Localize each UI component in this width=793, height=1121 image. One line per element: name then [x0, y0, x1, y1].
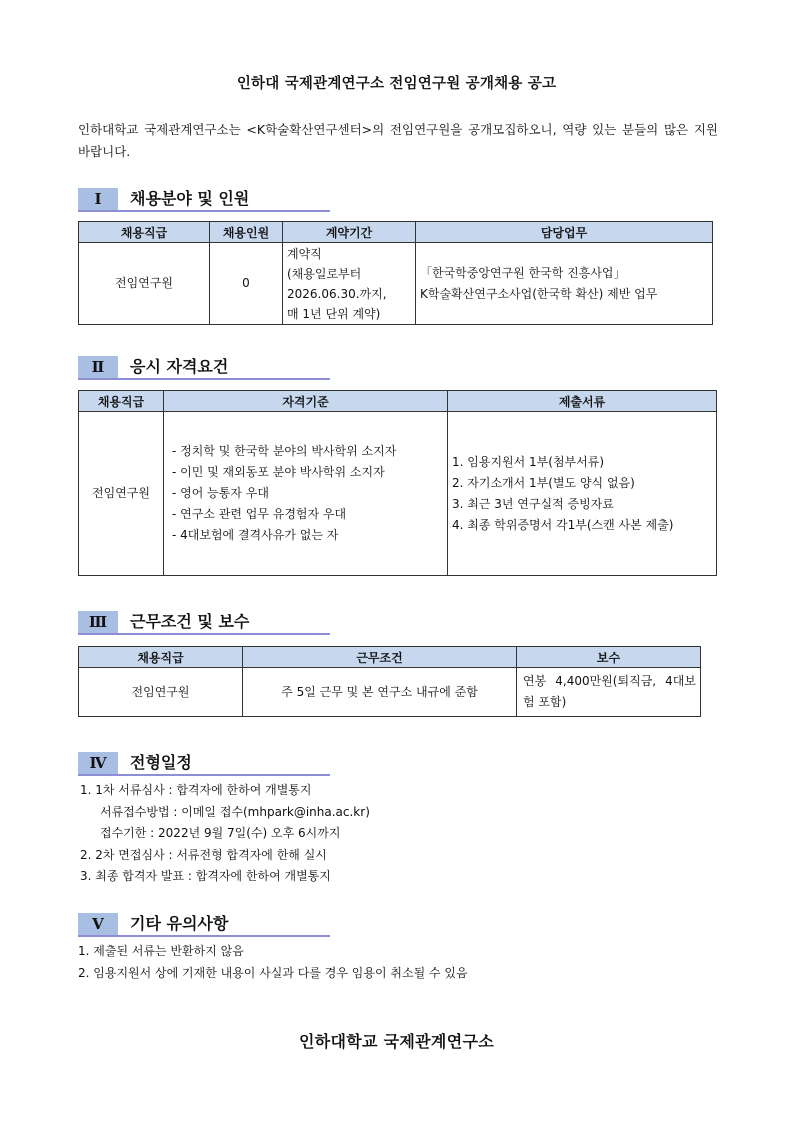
- section-2-number: Ⅱ: [78, 356, 118, 378]
- header-duty: 담당업무: [416, 222, 713, 243]
- organization-signature: 인하대학교 국제관계연구소: [299, 1032, 494, 1051]
- header-count: 채용인원: [210, 222, 283, 243]
- section-1-number: Ⅰ: [78, 188, 118, 210]
- table-row: [79, 412, 717, 576]
- criteria-item: - 연구소 관련 업무 유경험자 우대: [172, 507, 347, 521]
- header-documents: 제출서류: [448, 391, 717, 412]
- table-row: [79, 668, 701, 717]
- cell-count: 0: [210, 243, 283, 325]
- cell-conditions: 주 5일 근무 및 본 연구소 내규에 준함: [243, 668, 517, 717]
- section-4-number: Ⅳ: [78, 752, 118, 774]
- header-position: 채용직급: [79, 647, 243, 668]
- cell-duty: [416, 243, 713, 325]
- period-line: (채용일로부터: [287, 266, 362, 281]
- qualification-table: [78, 390, 717, 576]
- document-title: 인하대 국제관계연구소 전임연구원 공개채용 공고: [236, 76, 557, 92]
- header-criteria: 자격기준: [164, 391, 448, 412]
- document-item: 1. 임용지원서 1부(첨부서류): [452, 454, 604, 469]
- table-header-row: [79, 647, 701, 668]
- section-5-number: Ⅴ: [78, 913, 118, 935]
- cell-period: [283, 243, 416, 325]
- section-2-title: 응시 자격요건: [130, 357, 229, 376]
- criteria-item: - 이민 및 재외동포 분야 박사학위 소지자: [172, 465, 385, 479]
- cell-position: 전임연구원: [79, 668, 243, 717]
- section-1-title: 채용분야 및 인원: [130, 189, 250, 208]
- cell-pay: 연봉 4,400만원(퇴직금, 4대보험 포함): [517, 668, 701, 717]
- criteria-item: - 정치학 및 한국학 분야의 박사학위 소지자: [172, 444, 397, 458]
- list-item: 3. 최종 합격자 발표 : 합격자에 한하여 개별통지: [80, 869, 331, 883]
- section-3-number: Ⅲ: [78, 611, 118, 633]
- document-item: 2. 자기소개서 1부(별도 양식 없음): [452, 475, 635, 490]
- list-item: 서류접수방법 : 이메일 접수(mhpark@inha.ac.kr): [100, 804, 370, 819]
- recruitment-table: [78, 221, 713, 325]
- list-item: 1. 제출된 서류는 반환하지 않음: [78, 944, 244, 958]
- section-3-heading: [78, 611, 330, 635]
- document-item: 4. 최종 학위증명서 각1부(스캔 사본 제출): [452, 517, 674, 532]
- table-row: [79, 243, 713, 325]
- duty-line: 「한국학중앙연구원 한국학 진흥사업」: [420, 265, 626, 280]
- section-1-heading: [78, 188, 330, 212]
- cell-position: 전임연구원: [79, 243, 210, 325]
- header-position: 채용직급: [79, 222, 210, 243]
- section-4-title: 전형일정: [130, 753, 192, 772]
- intro-paragraph: 인하대학교 국제관계연구소는 <K학술확산연구센터>의 전임연구원을 공개모집하오니, 역량 있는 분들의 많은 지원 바랍니다.: [78, 122, 718, 159]
- period-line: 2026.06.30.까지,: [287, 286, 387, 301]
- list-item: 1. 1차 서류심사 : 합격자에 한하여 개별통지: [80, 783, 312, 797]
- list-item: 2. 임용지원서 상에 기재한 내용이 사실과 다를 경우 임용이 취소될 수 있음: [78, 965, 468, 980]
- list-item: 접수기한 : 2022년 9월 7일(수) 오후 6시까지: [100, 826, 341, 840]
- criteria-item: - 영어 능통자 우대: [172, 486, 269, 500]
- section-3-title: 근무조건 및 보수: [130, 612, 250, 631]
- section-5-heading: [78, 913, 330, 937]
- list-item: 2. 2차 면접심사 : 서류전형 합격자에 한해 실시: [80, 847, 327, 862]
- section-5-title: 기타 유의사항: [130, 914, 229, 933]
- schedule-list: [80, 780, 370, 888]
- criteria-item: - 4대보험에 결격사유가 없는 자: [172, 528, 339, 542]
- period-line: 매 1년 단위 계약): [287, 306, 381, 321]
- document-item: 3. 최근 3년 연구실적 증빙자료: [452, 496, 614, 511]
- header-position: 채용직급: [79, 391, 164, 412]
- table-header-row: [79, 391, 717, 412]
- table-header-row: [79, 222, 713, 243]
- cell-criteria: [164, 412, 448, 576]
- header-period: 계약기간: [283, 222, 416, 243]
- conditions-table: [78, 646, 701, 717]
- header-conditions: 근무조건: [243, 647, 517, 668]
- header-pay: 보수: [517, 647, 701, 668]
- section-2-heading: [78, 356, 330, 380]
- section-4-heading: [78, 752, 330, 776]
- duty-line: K학술확산연구소사업(한국학 확산) 제반 업무: [420, 286, 658, 301]
- cell-documents: [448, 412, 717, 576]
- cell-position: 전임연구원: [79, 412, 164, 576]
- period-line: 계약직: [287, 246, 322, 261]
- notes-list: [78, 941, 468, 984]
